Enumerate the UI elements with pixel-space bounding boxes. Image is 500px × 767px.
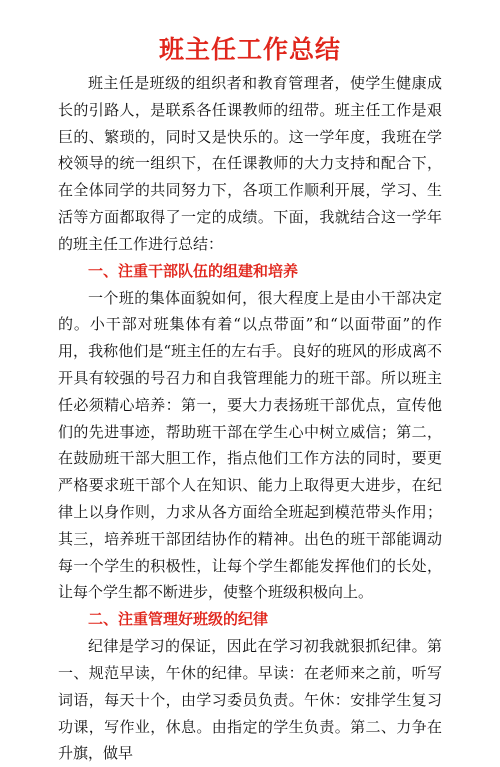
intro-paragraph: 班主任是班级的组织者和教育管理者，使学生健康成长的引路人，是联系各任课教师的纽带。班主任工作是艰巨的、繁琐的，同时又是快乐的。这一学年度，我班在学校领导的统一组织下，在任课教师的大力支持和配合下，在全体同学的共同努力下，各项工作顺利开展，学习、生活等方面都取得了一定的成绩。下面，我就结合这一学年的班主任工作进行总结： — [58, 74, 442, 253]
section-2-paragraph: 纪律是学习的保证，因此在学习初我就狠抓纪律。第一、规范早读，午休的纪律。早读：在老师来之前，听写词语，每天十个，由学习委员负责。午休：安排学生复习功课，写作业，休息。由指定的学生负责。第二、力争在升旗，做早 — [58, 637, 442, 763]
section-1-paragraph: 一个班的集体面貌如何，很大程度上是由小干部决定的。小干部对班集体有着“以点带面”和“以面带面”的作用，我称他们是“班主任的左右手。良好的班风的形成离不开具有较强的号召力和自我管理能力的班干部。所以班主任必须精心培养：第一，要大力表扬班干部优点，宣传他们的先进事迹，帮助班干部在学生心中树立威信；第二，在鼓励班干部大胆工作，指点他们工作方法的同时，要更严格要求班干部个人在知识、能力上取得更大进步，在纪律上以身作则，力求从各方面给全班起到模范带头作用；其三，培养班干部团结协作的精神。出色的班干部能调动每一个学生的积极性，让每个学生都能发挥他们的长处，让每个学生都不断进步，使整个班级积极向上。 — [58, 288, 442, 602]
section-1-heading: 一、注重干部队伍的组建和培养 — [88, 261, 299, 280]
document-title: 班主任工作总结 — [158, 35, 341, 64]
section-2-heading: 二、注重管理好班级的纪律 — [88, 610, 269, 629]
